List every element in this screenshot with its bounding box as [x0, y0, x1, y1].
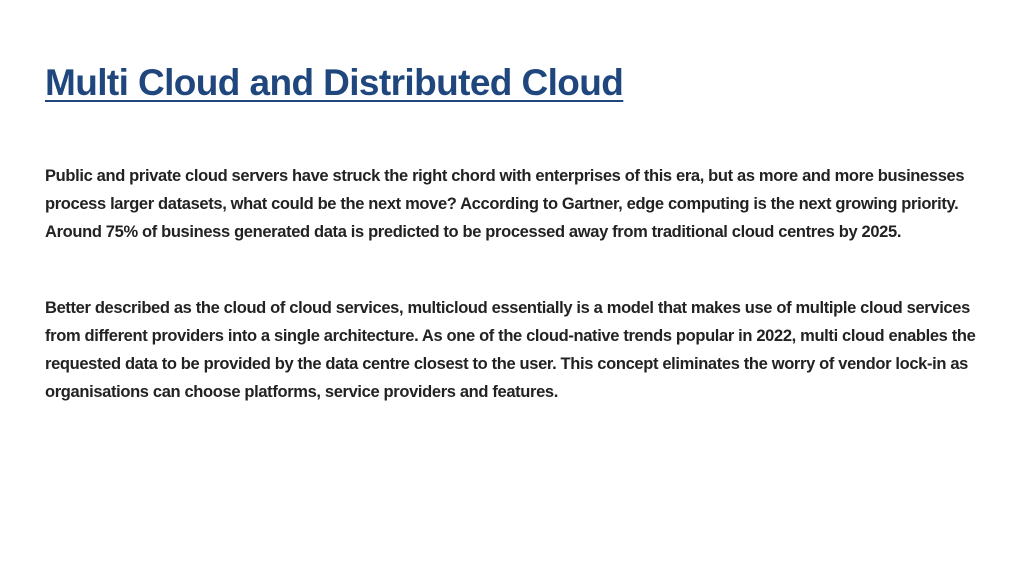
slide-title: Multi Cloud and Distributed Cloud	[45, 62, 624, 103]
body-paragraph-1: Public and private cloud servers have struck the right chord with enterprises of this era, but as more and more businesses process larger datasets, what could be the next move? According to Gartner, edge computing is the next growing priority. Around 75% of business generated data is predicted to be processed away from traditional cloud centres by 2025.	[45, 167, 965, 241]
body-paragraph-2: Better described as the cloud of cloud services, multicloud essentially is a model that makes use of multiple cloud services from different providers into a single architecture. As one of the cloud-native trends popular in 2022, multi cloud enables the requested data to be provided by the data centre closest to the user. This concept eliminates the worry of vendor lock-in as organisations can choose platforms, service providers and features.	[45, 299, 976, 401]
